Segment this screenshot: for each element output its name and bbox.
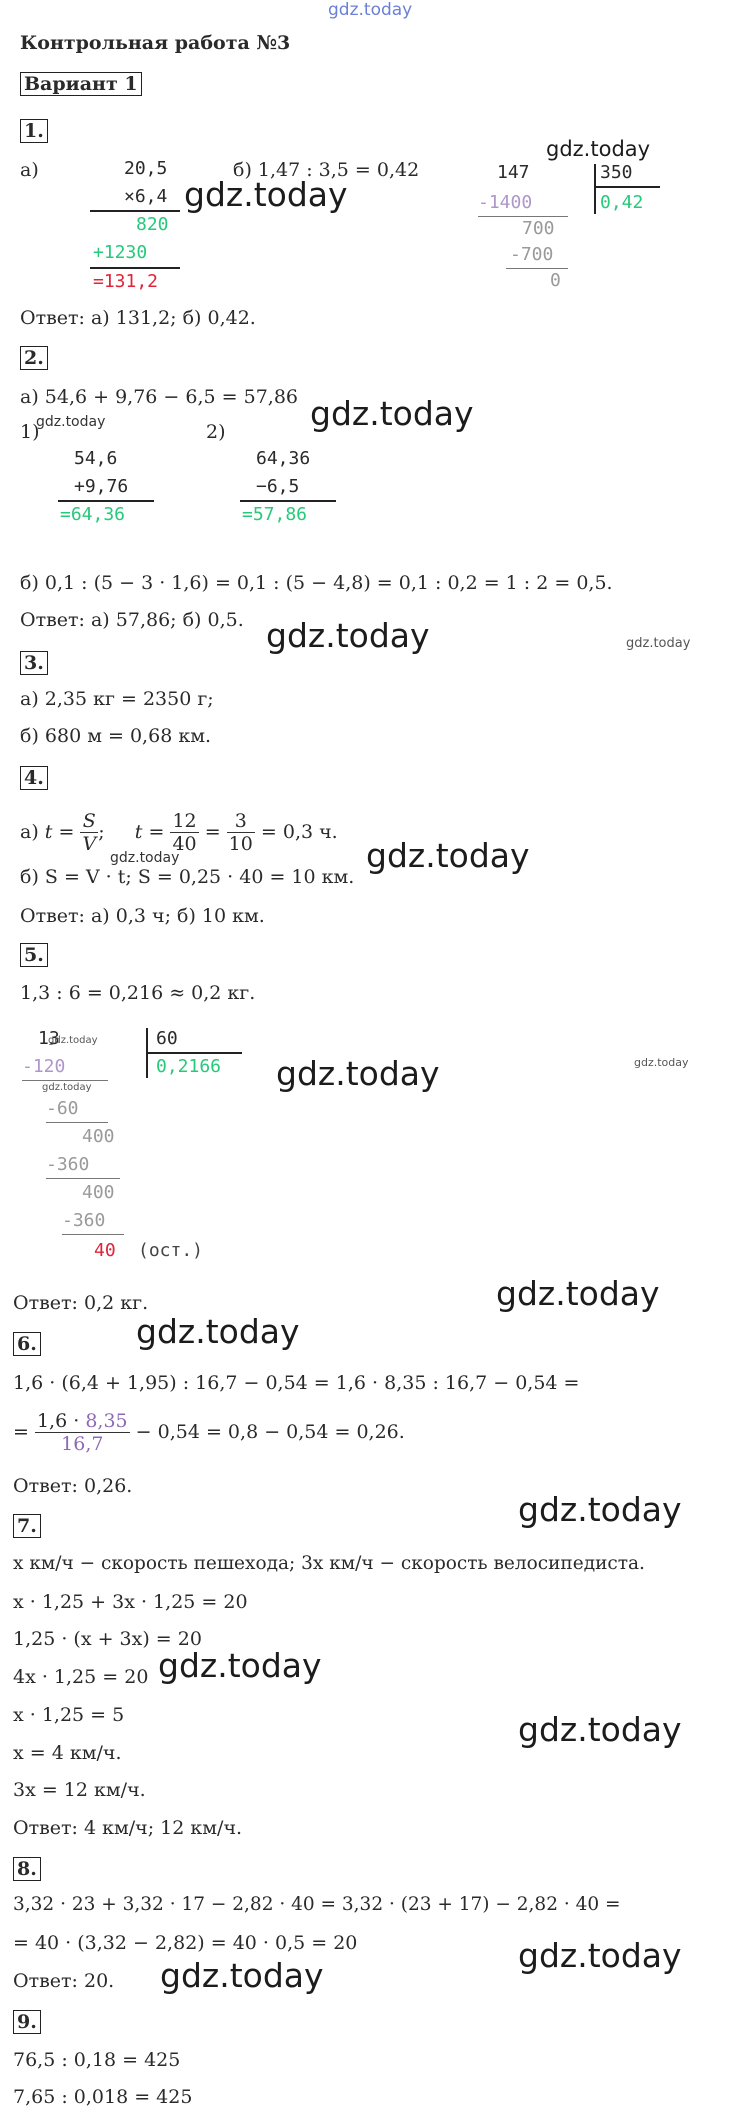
task1-mult-top: 20,5 <box>124 158 168 179</box>
task5-sub-4: -360 <box>46 1154 90 1175</box>
task7-line-6: x = 4 км/ч. <box>13 1742 122 1764</box>
task6-eq-prefix: = <box>13 1421 29 1443</box>
task-number-9: 9. <box>13 2010 41 2034</box>
header-watermark: gdz.today <box>328 0 413 20</box>
task5-sub-2: -60 <box>46 1098 79 1119</box>
watermark: gdz.today <box>518 1936 682 1975</box>
task2-step2-result: =57,86 <box>242 504 308 525</box>
task4-formula-fraction <box>80 810 98 855</box>
task5-line-4 <box>62 1234 124 1235</box>
task5-remainder-note: (ост.) <box>138 1240 204 1261</box>
task4-a-label: а) <box>20 821 39 843</box>
task5-line-1 <box>22 1080 108 1081</box>
watermark: gdz.today <box>110 850 180 866</box>
task2-step1-result: =64,36 <box>60 504 126 525</box>
task2-part-b: б) 0,1 : (5 − 3 · 1,6) = 0,1 : (5 − 4,8) = 0,1 : 0,2 = 1 : 2 = 0,5. <box>20 572 613 594</box>
task5-line-3 <box>46 1178 120 1179</box>
task4-eq-1: = <box>58 821 75 843</box>
task-number-1: 1. <box>20 119 48 143</box>
task6-frac-den: 16,7 <box>61 1432 104 1455</box>
task1-div-sub-4: 0 <box>550 270 561 291</box>
task7-answer: Ответ: 4 км/ч; 12 км/ч. <box>13 1817 243 1839</box>
task4-t-var-2: t <box>134 821 143 843</box>
watermark: gdz.today <box>158 1646 322 1685</box>
task5-div-hline <box>146 1052 242 1054</box>
task8-line-2: = 40 · (3,32 − 2,82) = 40 · 0,5 = 20 <box>13 1932 358 1954</box>
task3-part-a: а) 2,35 кг = 2350 г; <box>20 688 214 710</box>
task5-sub-6: -360 <box>62 1210 106 1231</box>
watermark: gdz.today <box>518 1490 682 1529</box>
watermark: gdz.today <box>626 636 691 651</box>
task1-mult-bottom: ×6,4 <box>124 186 168 207</box>
watermark: gdz.today <box>634 1056 689 1069</box>
task8-answer: Ответ: 20. <box>13 1970 115 1992</box>
task4-v-var: V <box>82 832 97 855</box>
task1-div-hline <box>594 186 660 188</box>
task1-mult-result: =131,2 <box>93 271 159 292</box>
watermark: gdz.today <box>276 1054 440 1093</box>
task2-step1-bottom: +9,76 <box>74 476 129 497</box>
task6-fraction <box>35 1410 130 1455</box>
watermark: gdz.today <box>496 1274 660 1313</box>
task1-div-quotient: 0,42 <box>600 192 644 213</box>
task2-step2-bottom: −6,5 <box>256 476 300 497</box>
task5-remainder: 40 <box>94 1240 116 1261</box>
task4-part-b: б) S = V · t; S = 0,25 · 40 = 10 км. <box>20 866 355 888</box>
task6-frac-num-a: 1,6 · <box>36 1409 86 1432</box>
task2-step1-top: 54,6 <box>74 448 118 469</box>
task4-frac1-den: 40 <box>172 832 197 855</box>
task4-eq-3: = <box>204 821 221 843</box>
task7-line-2: x · 1,25 + 3x · 1,25 = 20 <box>13 1591 248 1613</box>
watermark: gdz.today <box>266 616 430 655</box>
task5-sub-1: -120 <box>22 1056 66 1077</box>
task-number-8: 8. <box>13 1857 41 1881</box>
task3-part-b: б) 680 м = 0,68 км. <box>20 725 212 747</box>
task5-sub-5: 400 <box>82 1182 115 1203</box>
task1-div-line-1 <box>478 216 568 217</box>
task4-frac1-num: 12 <box>172 809 197 832</box>
task9-line-2: 7,65 : 0,018 = 425 <box>13 2086 193 2108</box>
variant-label: Вариант 1 <box>20 72 142 96</box>
page-title: Контрольная работа №3 <box>20 32 291 54</box>
watermark: gdz.today <box>366 836 530 875</box>
task5-answer: Ответ: 0,2 кг. <box>13 1292 149 1314</box>
task4-part-a: а) t = $\frac{S}{V}$ ; t = $\frac{12}{40}$ = $\frac{3}{10}$ = 0,3 ч. <box>20 809 338 855</box>
task-number-6: 6. <box>13 1332 41 1356</box>
watermark: gdz.today <box>184 175 348 214</box>
task5-line: 1,3 : 6 = 0,216 ≈ 0,2 кг. <box>20 982 256 1004</box>
task4-fraction-2 <box>227 810 255 855</box>
task7-line-4: 4x · 1,25 = 20 <box>13 1666 149 1688</box>
task6-line-2 <box>13 1404 405 1460</box>
task1-div-divisor: 350 <box>600 162 633 183</box>
task1-div-line-2 <box>506 268 568 269</box>
task1-mult-line <box>90 210 180 212</box>
watermark: gdz.today <box>48 1035 98 1046</box>
task9-line-1: 76,5 : 0,18 = 425 <box>13 2049 181 2071</box>
task1-div-sub-1: -1400 <box>478 192 533 213</box>
task6-line-1: 1,6 · (6,4 + 1,95) : 16,7 − 0,54 = 1,6 · 8,35 : 16,7 − 0,54 = <box>13 1372 580 1394</box>
task2-part-a: а) 54,6 + 9,76 − 6,5 = 57,86 <box>20 386 298 408</box>
task-number-5: 5. <box>20 943 48 967</box>
task5-line-2 <box>46 1122 108 1123</box>
task7-line-3: 1,25 · (x + 3x) = 20 <box>13 1628 202 1650</box>
task2-step2-label: 2) <box>206 421 226 443</box>
watermark: gdz.today <box>42 1082 92 1093</box>
task-number-4: 4. <box>20 766 48 790</box>
task7-line-5: x · 1,25 = 5 <box>13 1704 125 1726</box>
task2-step1-label: 1) <box>20 421 40 443</box>
task-number-3: 3. <box>20 651 48 675</box>
task2-answer: Ответ: а) 57,86; б) 0,5. <box>20 609 244 631</box>
task1-partial-1: 820 <box>136 214 169 235</box>
watermark: gdz.today <box>36 414 106 430</box>
task7-line-7: 3x = 12 км/ч. <box>13 1779 146 1801</box>
task2-step1-line <box>58 500 154 502</box>
task4-frac2-den: 10 <box>228 832 253 855</box>
task4-s-var: S <box>80 810 98 833</box>
task6-line-2-rest: − 0,54 = 0,8 − 0,54 = 0,26. <box>135 1421 405 1443</box>
watermark: gdz.today <box>518 1710 682 1749</box>
task5-quotient: 0,2166 <box>156 1056 222 1077</box>
task1-partial-2: +1230 <box>93 242 148 263</box>
task4-fraction-1 <box>170 810 198 855</box>
task-number-2: 2. <box>20 346 48 370</box>
task2-step2-top: 64,36 <box>256 448 311 469</box>
task1-div-vline <box>594 164 596 214</box>
task1-sum-line <box>90 267 180 269</box>
task4-frac2-num: 3 <box>227 810 255 833</box>
task4-answer: Ответ: а) 0,3 ч; б) 10 км. <box>20 905 265 927</box>
task1-part-a-label: а) <box>20 159 39 181</box>
task8-line-1: 3,32 · 23 + 3,32 · 17 − 2,82 · 40 = 3,32 · (23 + 17) − 2,82 · 40 = <box>13 1894 621 1915</box>
task5-sub-3: 400 <box>82 1126 115 1147</box>
task1-div-dividend: 147 <box>497 162 530 183</box>
task1-part-b: б) 1,47 : 3,5 = 0,42 <box>233 159 420 181</box>
task2-step2-line <box>240 500 336 502</box>
task4-eq-2: = <box>148 821 165 843</box>
task5-dividend: 13 <box>38 1028 60 1049</box>
task6-answer: Ответ: 0,26. <box>13 1475 133 1497</box>
watermark: gdz.today <box>546 137 651 161</box>
task7-line-1: x км/ч − скорость пешехода; 3x км/ч − скорость велосипедиста. <box>13 1553 645 1574</box>
task6-frac-num-b: 8,35 <box>85 1409 128 1432</box>
watermark: gdz.today <box>136 1312 300 1351</box>
task4-a-result: = 0,3 ч. <box>260 821 338 843</box>
task-number-7: 7. <box>13 1514 41 1538</box>
task4-t-var: t <box>44 821 53 843</box>
task5-divisor: 60 <box>156 1028 178 1049</box>
task1-div-sub-3: -700 <box>510 244 554 265</box>
watermark: gdz.today <box>310 394 474 433</box>
task1-answer: Ответ: а) 131,2; б) 0,42. <box>20 307 256 329</box>
task1-div-sub-2: 700 <box>522 218 555 239</box>
watermark: gdz.today <box>160 1956 324 1995</box>
